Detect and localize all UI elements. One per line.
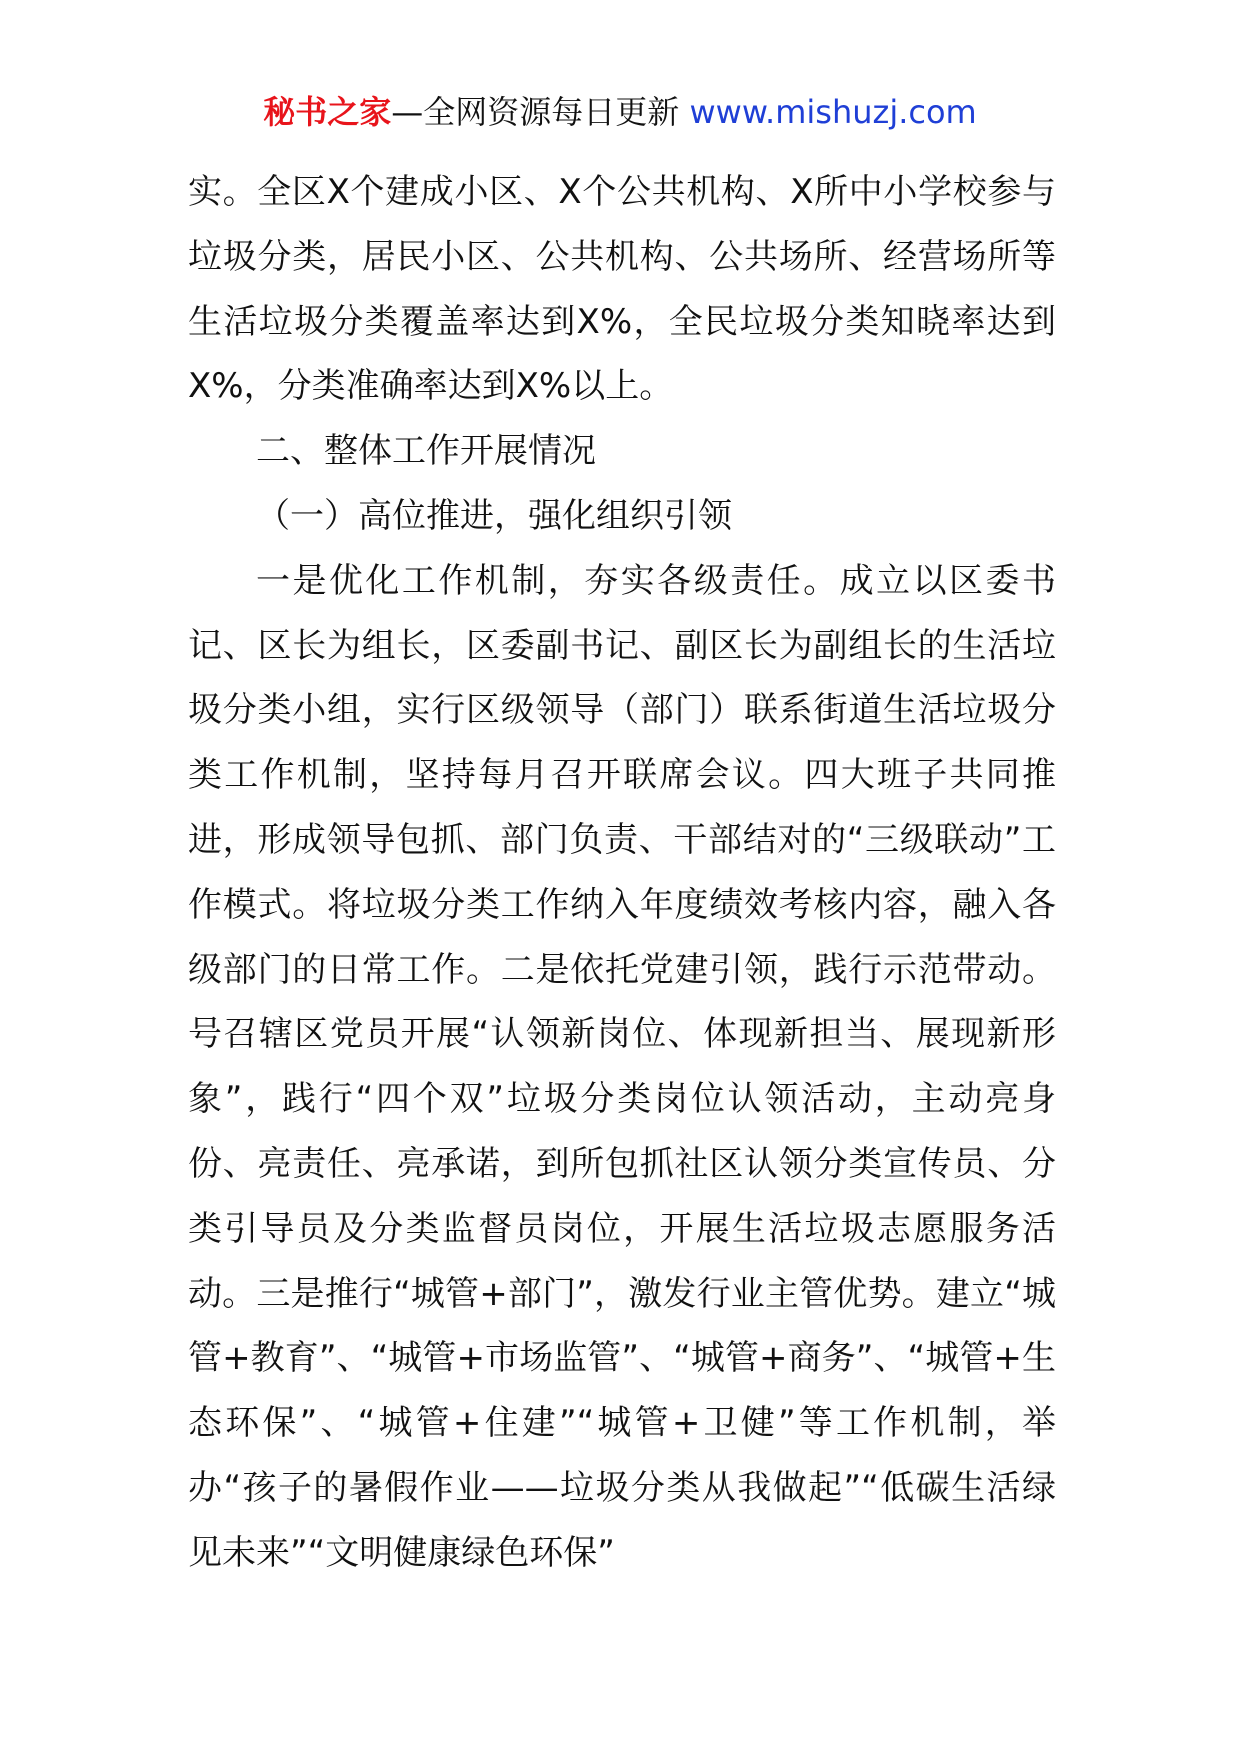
document-body [188,160,1056,1586]
paragraph-mechanism: 一是优化工作机制，夯实各级责任。成立以区委书记、区长为组长，区委副书记、副区长为副组长的生活垃圾分类小组，实行区级领导（部门）联系街道生活垃圾分类工作机制，坚持每月召开联席会议。四大班子共同推进，形成领导包抓、部门负责、干部结对的“三级联动”工作模式。将垃圾分类工作纳入年度绩效考核内容，融入各级部门的日常工作。二是依托党建引领，践行示范带动。号召辖区党员开展“认领新岗位、体现新担当、展现新形象”，践行“四个双”垃圾分类岗位认领活动，主动亮身份、亮责任、亮承诺，到所包抓社区认领分类宣传员、分类引导员及分类监督员岗位，开展生活垃圾志愿服务活动。三是推行“城管+部门”，激发行业主管优势。建立“城管+教育”、“城管+市场监管”、“城管+商务”、“城管+生态环保”、“城管+住建”“城管+卫健”等工作机制，举办“孩子的暑假作业——垃圾分类从我做起”“低碳生活绿见未来”“文明健康绿色环保” [188,560,1056,1573]
site-header [0,92,1240,132]
site-tagline: —全网资源每日更新 [391,93,680,131]
section-heading: 二、整体工作开展情况 [256,431,596,472]
subsection-heading: （一）高位推进，强化组织引领 [256,495,732,536]
paragraph-coverage: 实。全区X个建成小区、X个公共机构、X所中小学校参与垃圾分类，居民小区、公共机构、公共场所、经营场所等生活垃圾分类覆盖率达到X%，全民垃圾分类知晓率达到X%，分类准确率达到X%以上。 [188,172,1056,407]
site-brand: 秘书之家 [263,93,392,131]
site-url-link[interactable]: www.mishuzj.com [689,93,977,131]
